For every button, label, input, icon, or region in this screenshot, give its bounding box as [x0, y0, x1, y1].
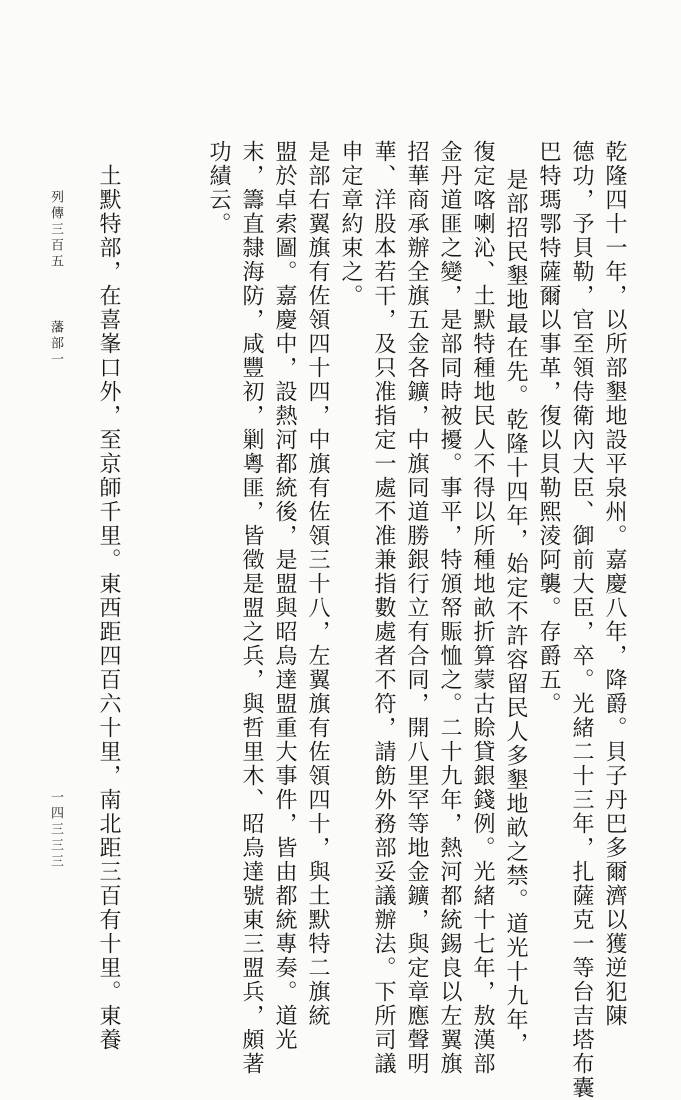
text-column-3: 巴特瑪鄂特薩爾以事革，復以貝勒熙淩阿襲。存爵五。 [536, 140, 561, 716]
text-column-6: 金丹道匪之變，是部同時被擾。事平，特頒帑賑恤之。二十九年，熱河都統錫良以左翼旗 [437, 140, 462, 1076]
text-column-9: 申定章約束之。 [338, 140, 363, 308]
margin-section-title: 藩部一 [48, 320, 63, 368]
text-column-4: 是部招民墾地最在先。乾隆十四年，始定不許容留民人多墾地畝之禁。道光十九年， [503, 168, 528, 1056]
margin-chapter-title: 列傳三百五 [48, 190, 63, 270]
text-column-7: 招華商承辦全旗五金各鑛，中旗同道勝銀行立有合同，開八里罕等地金鑛，與定章應聲明 [404, 140, 429, 1076]
text-column-10: 是部右翼旗有佐領四十四，中旗有佐領三十八，左翼旗有佐領四十，與土默特二旗統 [305, 140, 330, 1028]
text-column-12: 末，籌直隸海防，咸豐初，剿粵匪，皆徵是盟之兵，與哲里木、昭烏達號東三盟兵，頗著 [239, 140, 264, 1076]
text-column-14: 土默特部，在喜峯口外，至京師千里。東西距四百六十里，南北距三百有十里。東養 [96, 164, 121, 1052]
text-column-2: 德功，予貝勒，官至領侍衛內大臣、御前大臣，卒。光緒二十三年，扎薩克一等台吉塔布囊 [569, 140, 594, 1100]
page-number: 一四三三三 [48, 790, 63, 870]
text-column-5: 復定喀喇沁、土默特種地民人不得以所種地畝折算蒙古賒貸銀錢例。光緒十七年，敖漢部 [470, 140, 495, 1076]
text-column-13: 功績云。 [206, 140, 231, 236]
text-column-8: 華、洋股本若干，及只准指定一處不准兼指數處者不符，請飭外務部妥議辦法。下所司議 [371, 140, 396, 1076]
text-column-11: 盟於卓索圖。嘉慶中，設熱河都統後，是盟與昭烏達盟重大事件，皆由都統專奏。道光 [272, 140, 297, 1052]
text-column-1: 乾隆四十一年，以所部墾地設平泉州。嘉慶八年，降爵。貝子丹巴多爾濟以獲逆犯陳 [602, 140, 627, 1028]
